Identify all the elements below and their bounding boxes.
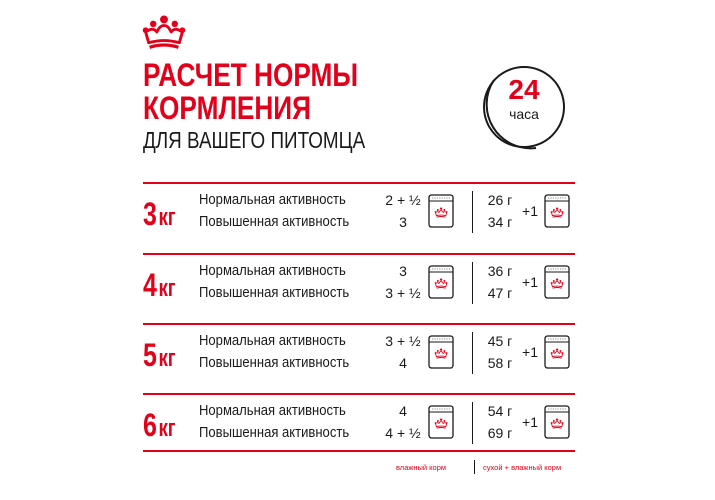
feeding-row-5kg (0, 324, 715, 384)
dry-grams-high: 69 г (487, 425, 513, 441)
activity-normal-label: Нормальная активность (199, 192, 346, 208)
plus-one-pouch: +1 (522, 203, 538, 219)
wet-food-pouch-icon (428, 335, 454, 369)
dry-grams-normal: 26 г (487, 192, 513, 208)
wet-food-pouch-icon (544, 335, 570, 369)
wet-count-high: 3 + ½ (385, 285, 421, 301)
wet-food-pouch-icon (428, 194, 454, 228)
wet-count-normal: 4 (399, 403, 407, 419)
weight-label: 6кг (143, 407, 176, 443)
dry-grams-normal: 36 г (487, 263, 513, 279)
dry-grams-normal: 45 г (487, 333, 513, 349)
column-divider (472, 262, 473, 304)
plus-one-pouch: +1 (522, 274, 538, 290)
activity-high-label: Повышенная активность (199, 425, 350, 441)
wet-count-normal: 2 + ½ (385, 192, 421, 208)
dry-grams-normal: 54 г (487, 403, 513, 419)
wet-count-high: 4 (399, 355, 407, 371)
activity-normal-label: Нормальная активность (199, 333, 346, 349)
activity-normal-label: Нормальная активность (199, 403, 346, 419)
wet-count-high: 4 + ½ (385, 425, 421, 441)
wet-food-pouch-icon (544, 194, 570, 228)
wet-count-normal: 3 (399, 263, 407, 279)
wet-count-normal: 3 + ½ (385, 333, 421, 349)
dry-grams-high: 47 г (487, 285, 513, 301)
column-divider (472, 191, 473, 233)
weight-label: 4кг (143, 267, 176, 303)
legend-dry-wet-food: сухой + влажный корм (483, 463, 562, 472)
weight-label: 3кг (143, 196, 176, 232)
weight-label: 5кг (143, 337, 176, 373)
feeding-row-6kg (0, 394, 715, 454)
activity-high-label: Повышенная активность (199, 285, 350, 301)
page-title-line1: РАСЧЕТ НОРМЫ (143, 57, 359, 93)
wet-food-pouch-icon (544, 265, 570, 299)
page-title-line2: КОРМЛЕНИЯ (143, 90, 312, 126)
wet-food-pouch-icon (544, 405, 570, 439)
feeding-row-4kg (0, 254, 715, 314)
badge-unit: часа (509, 106, 539, 122)
feeding-row-3kg (0, 183, 715, 243)
dry-grams-high: 34 г (487, 214, 513, 230)
plus-one-pouch: +1 (522, 414, 538, 430)
page-subtitle: ДЛЯ ВАШЕГО ПИТОМЦА (143, 127, 366, 153)
wet-count-high: 3 (399, 214, 407, 230)
activity-high-label: Повышенная активность (199, 355, 350, 371)
column-divider (472, 402, 473, 444)
badge-number: 24 (508, 74, 540, 105)
activity-high-label: Повышенная активность (199, 214, 350, 230)
column-divider (472, 332, 473, 374)
legend-wet-food: влажный корм (396, 463, 447, 472)
plus-one-pouch: +1 (522, 344, 538, 360)
activity-normal-label: Нормальная активность (199, 263, 346, 279)
legend-divider (474, 460, 475, 474)
dry-grams-high: 58 г (487, 355, 513, 371)
wet-food-pouch-icon (428, 405, 454, 439)
wet-food-pouch-icon (428, 265, 454, 299)
royal-canin-crown-icon (141, 14, 187, 50)
